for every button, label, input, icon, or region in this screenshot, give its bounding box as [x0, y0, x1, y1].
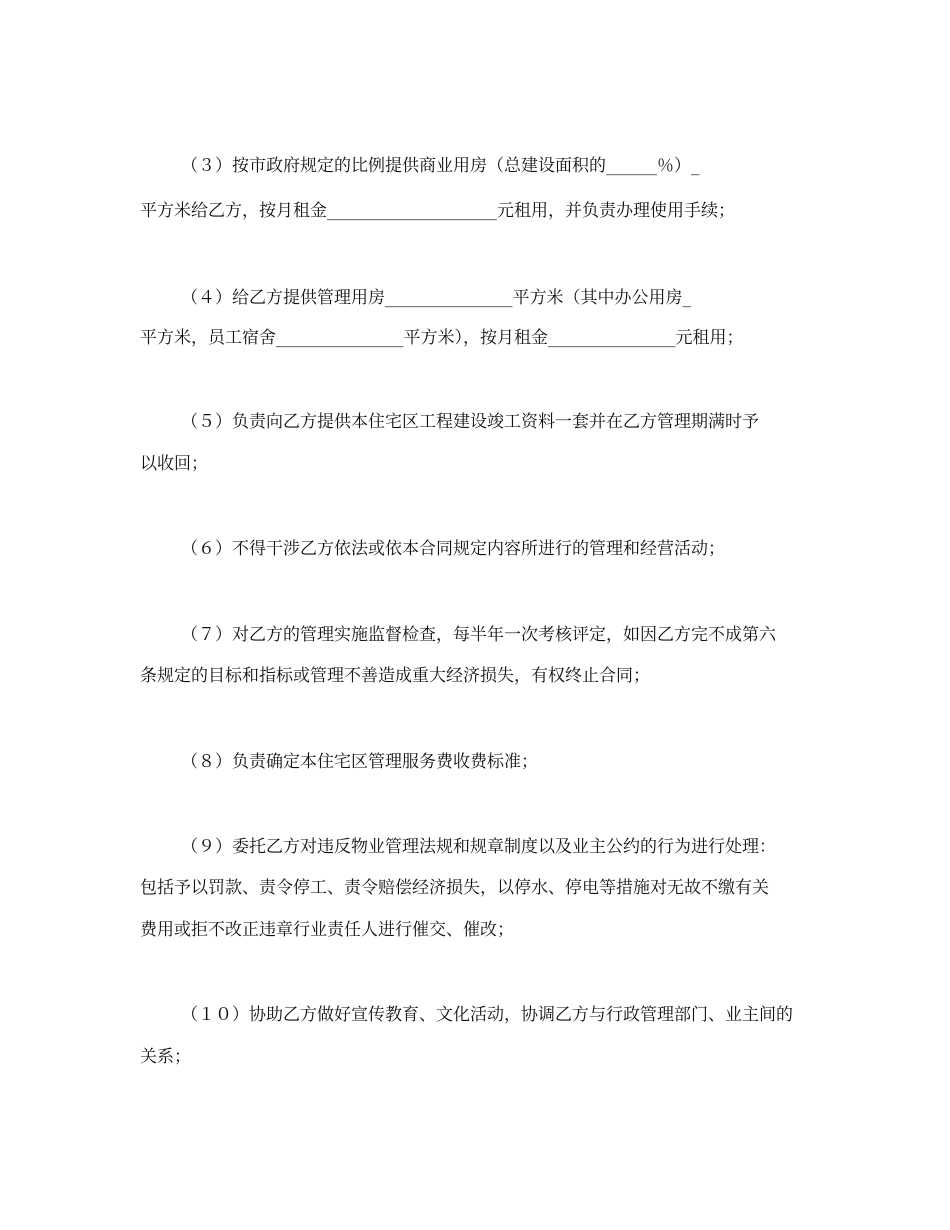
paragraph-7-line-2: 条规定的目标和指标或管理不善造成重大经济损失，有权终止合同； — [140, 666, 650, 686]
paragraph-9-line-3: 费用或拒不改正违章行业责任人进行催交、催改； — [140, 920, 514, 940]
paragraph-9-line-2: 包括予以罚款、责令停工、责令赔偿经济损失，以停水、停电等措施对无故不缴有关 — [140, 878, 769, 898]
paragraph-8-line-1: （８）负责确定本住宅区管理服务费收费标准； — [181, 752, 538, 772]
paragraph-3-line-2: 平方米给乙方，按月租金____________________元租用，并负责办理使用手续； — [140, 201, 735, 221]
paragraph-7-line-1: （７）对乙方的管理实施监督检查，每半年一次考核评定，如因乙方完不成第六 — [181, 625, 776, 645]
paragraph-10-line-1: （１０）协助乙方做好宣传教育、文化活动，协调乙方与行政管理部门、业主间的 — [181, 1005, 793, 1025]
paragraph-5-line-1: （５）负责向乙方提供本住宅区工程建设竣工资料一套并在乙方管理期满时予 — [181, 412, 759, 432]
paragraph-5-line-2: 以收回； — [140, 454, 208, 474]
paragraph-6-line-1: （６）不得干涉乙方依法或依本合同规定内容所进行的管理和经营活动； — [181, 539, 725, 559]
paragraph-4-line-2: 平方米，员工宿舍_______________平方米），按月租金_______________元租用； — [140, 328, 744, 348]
paragraph-4-line-1: （４）给乙方提供管理用房_______________平方米（其中办公用房_ — [181, 288, 691, 308]
paragraph-10-line-2: 关系； — [140, 1047, 191, 1067]
paragraph-3-line-1: （３）按市政府规定的比例提供商业用房（总建设面积的______％）_ — [181, 156, 700, 176]
paragraph-9-line-1: （９）委托乙方对违反物业管理法规和规章制度以及业主公约的行为进行处理： — [181, 837, 776, 857]
